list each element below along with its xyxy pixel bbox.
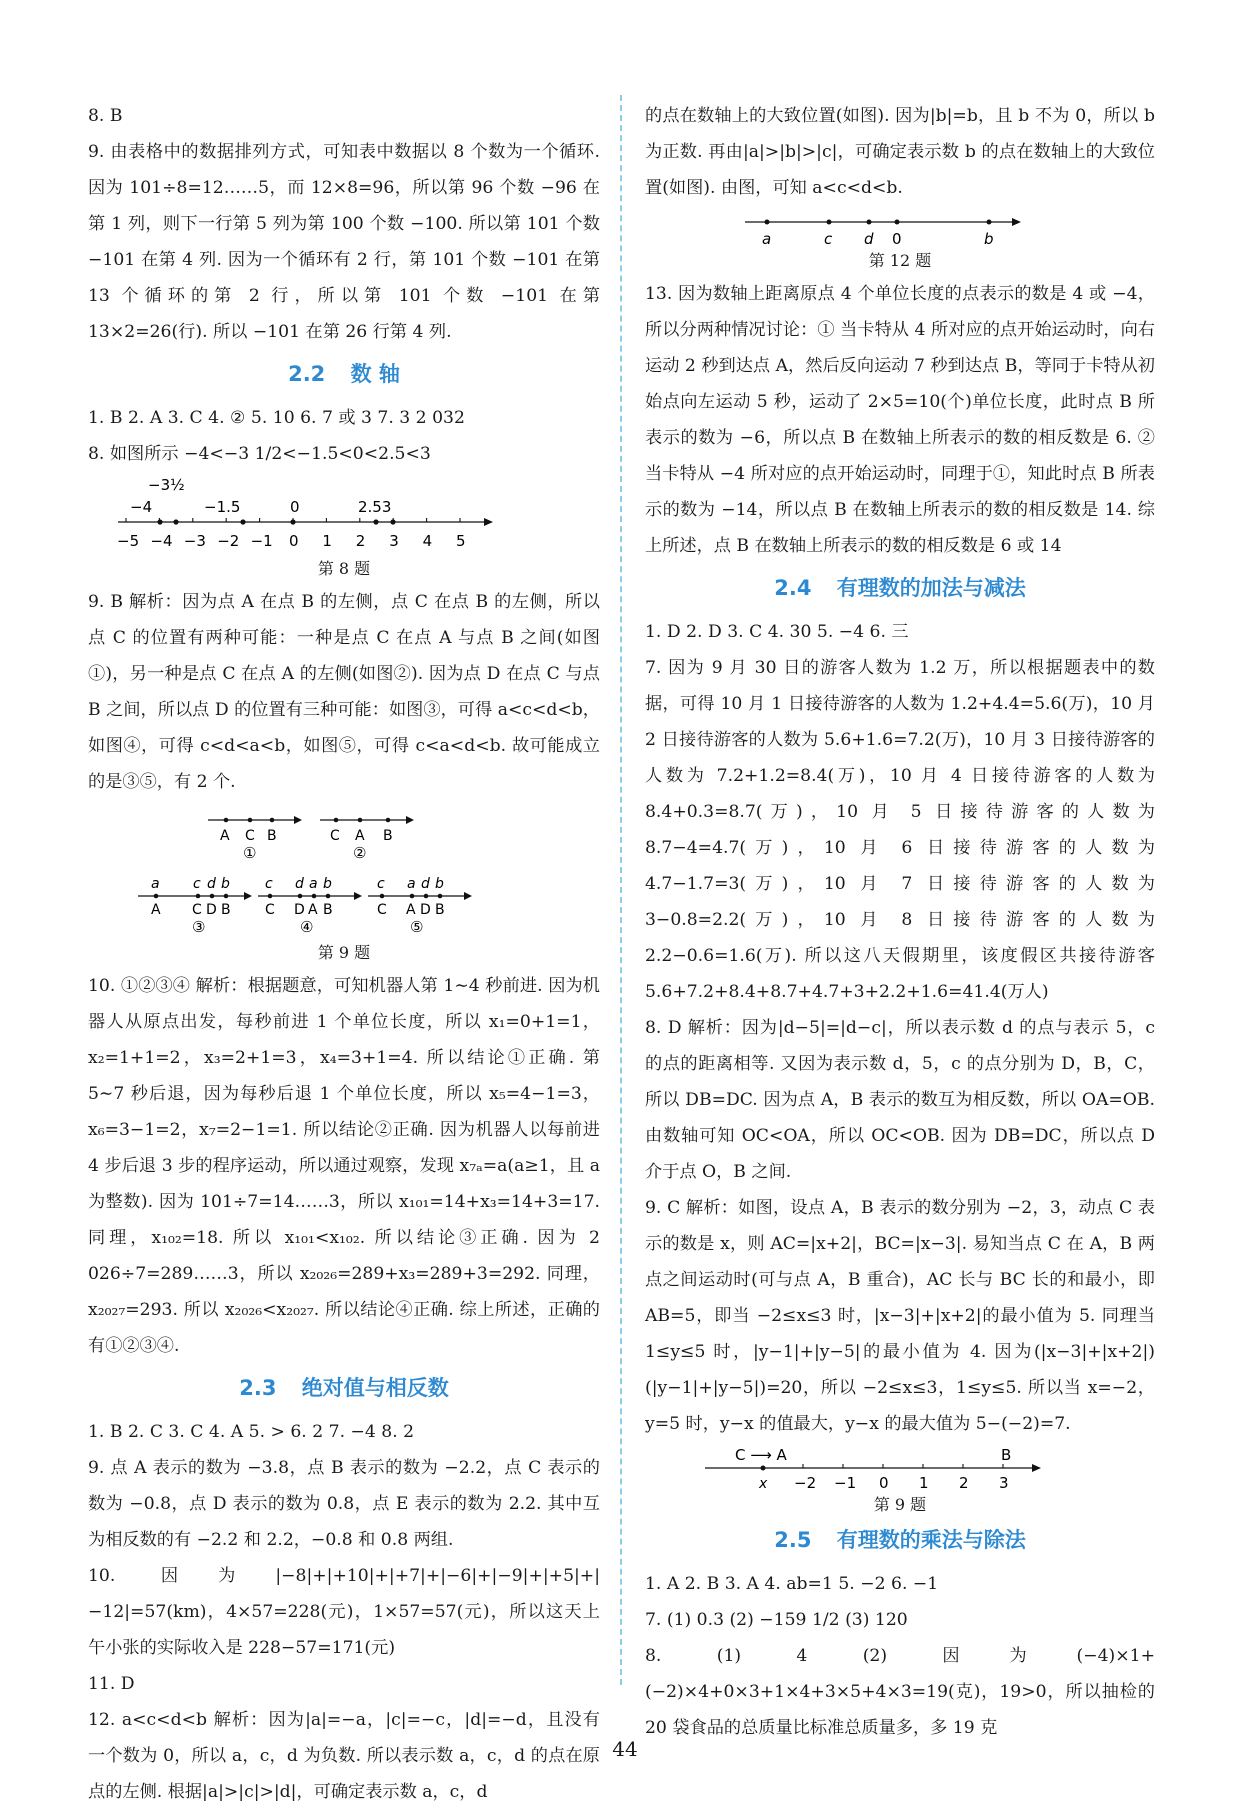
number-line-figure-9-right — [645, 1446, 1155, 1494]
label: D — [420, 902, 431, 918]
section-number: 2.5 — [774, 1528, 812, 1552]
tick-label: 1 — [919, 1474, 929, 1492]
section-heading-2-5 — [645, 1524, 1155, 1556]
number-line-figure-12 — [645, 210, 1155, 250]
right-column — [645, 98, 1155, 1746]
tick-label: −2 — [217, 532, 240, 550]
tick-label: 2 — [959, 1474, 969, 1492]
number-line-figure-8 — [88, 476, 518, 558]
column-divider — [620, 95, 622, 1685]
answer-9: 9. B 解析：因为点 A 在点 B 的左侧，点 C 在点 B 的左侧，所以点 C 的位置有两种可能：一种是点 C 在点 A 与点 B 之间(如图①)，另一种是点 C 在点 A 的左侧(如图②). 因为点 D 在点 C 与点 B 之间，所以点 D 的位置有三种可能：如图③，可得 a<c<d<b，如图④，可得 c<d<a<b，如图⑤，可得 c<a<d<b. 故可能成立的是③⑤，有 2 个. — [88, 592, 600, 792]
point-m4 — [157, 519, 162, 524]
answers-row: 1. A 2. B 3. A 4. ab=1 5. −2 6. −1 — [645, 1574, 939, 1594]
label: d — [295, 876, 304, 892]
tick-label: 3 — [389, 532, 399, 550]
tick-label: 1 — [322, 532, 332, 550]
circled-5: ⑤ — [410, 918, 424, 936]
circled-1: ① — [243, 844, 257, 862]
label-b: B — [1001, 1446, 1012, 1464]
label: C — [330, 828, 340, 844]
label: d — [421, 876, 430, 892]
section-title: 绝对值与相反数 — [301, 1376, 449, 1400]
label: C — [192, 902, 202, 918]
label: b — [221, 876, 230, 892]
label-m1-5: −1.5 — [204, 498, 241, 516]
axis-arrow — [484, 518, 493, 526]
page-number: 44 — [612, 1737, 638, 1761]
tick-label: −5 — [117, 532, 140, 550]
label: a — [151, 876, 160, 892]
label: A — [151, 902, 161, 918]
label-a: a — [762, 230, 772, 248]
tick-label: 4 — [422, 532, 433, 550]
answer-10: 10. ①②③④ 解析：根据题意，可知机器人第 1∼4 秒前进. 因为机器人从原点出发，每秒前进 1 个单位长度，所以 x₁=0+1=1，x₂=1+1=2，x₃=2+1=3，x₄=3+1=4. 所以结论①正确. 第 5∼7 秒后退，因为每秒后退 1 个单位长度，所以 x₅=4−1=3，x₆=3−1=2，x₇=2−1=1. 所以结论②正确. 因为机器人以每前进 4 步后退 3 步的程序运动，所以通过观察，发现 x₇ₐ=a(a≥1，且 a 为整数). 因为 101÷7=14……3，所以 x₁₀₁=14+x₃=14+3=17. 同理，x₁₀₂=18. 所以 x₁₀₁<x₁₀₂. 所以结论③正确. 因为 2 026÷7=289……3，所以 x₂₀₂₆=289+x₃=289+3=292. 同理，x₂₀₂₇=293. 所以 x₂₀₂₆<x₂₀₂₇. 所以结论④正确. 综上所述，正确的有①②③④. — [88, 976, 600, 1356]
number-lines-figure-9 — [88, 804, 600, 942]
section-title: 数 轴 — [350, 362, 400, 386]
label-x: x — [759, 1476, 768, 1492]
label: B — [383, 828, 393, 844]
label: c — [265, 876, 273, 892]
circled-4: ④ — [300, 918, 314, 936]
tick-label: 3 — [999, 1474, 1009, 1492]
tick-label: −1 — [834, 1474, 857, 1492]
section-heading-2-2 — [88, 358, 600, 390]
label: a — [309, 876, 318, 892]
point-3 — [390, 519, 395, 524]
answers-row: 1. B 2. A 3. C 4. ② 5. 10 6. 7 或 3 7. 3 2 032 — [88, 408, 465, 428]
answer-11: 11. D — [88, 1674, 135, 1694]
section-number: 2.2 — [288, 362, 326, 386]
section-number: 2.4 — [774, 576, 812, 600]
label: c — [377, 876, 385, 892]
answer-12-continued: 的点在数轴上的大致位置(如图). 因为|b|=b，且 b 不为 0，所以 b 为正数. 再由|a|>|b|>|c|，可确定表示数 b 的点在数轴上的大致位置(如图). 由图，可知 a<c<d<b. — [645, 106, 1155, 198]
label: a — [407, 876, 416, 892]
label-zero: 0 — [892, 230, 902, 248]
label: C — [265, 902, 275, 918]
point-2-5 — [373, 519, 378, 524]
section-title: 有理数的加法与减法 — [836, 576, 1026, 600]
tick-label: 5 — [456, 532, 466, 550]
label: b — [435, 876, 444, 892]
figure-8 — [88, 476, 600, 580]
section-heading-2-4 — [645, 572, 1155, 604]
section-heading-2-3 — [88, 1372, 600, 1404]
tick-label: 0 — [289, 532, 299, 550]
answer-8: 8. (1) 4 (2) 因为(−4)×1+(−2)×4+0×3+1×4+3×5+4×3=19(克)，19>0，所以抽检的 20 袋食品的总质量比标准总质量多，多 19 克 — [645, 1646, 1155, 1738]
label: B — [323, 902, 333, 918]
answers-row: 1. B 2. C 3. C 4. A 5. > 6. 2 7. −4 8. 2 — [88, 1422, 415, 1442]
answer-7: 7. (1) 0.3 (2) −159 1/2 (3) 120 — [645, 1610, 908, 1630]
label-c: c — [824, 230, 833, 248]
label: b — [323, 876, 332, 892]
label: B — [267, 828, 277, 844]
figure-12 — [645, 210, 1155, 272]
tick-label: −2 — [794, 1474, 817, 1492]
label-b: b — [984, 230, 994, 248]
label: c — [193, 876, 201, 892]
label: A — [220, 828, 230, 844]
tick-label: 2 — [355, 532, 366, 550]
answer-13: 13. 因为数轴上距离原点 4 个单位长度的点表示的数是 4 或 −4，所以分两种情况讨论：① 当卡特从 4 所对应的点开始运动时，向右运动 2 秒到达点 A，然后反向运动 7 秒到达点 B，等同于卡特从初始点向左运动 5 秒，运动了 2×5=10(个)单位长度，此时点 B 所表示的数为 −6，所以点 B 在数轴上所表示的数的相反数是 6. ② 当卡特从 −4 所对应的点开始运动时，同理于①，知此时点 B 所表示的数为 −14，所以点 B 在数轴上所表示的数的相反数是 14. 综上所述，点 B 在数轴上所表示的数的相反数是 6 或 14 — [645, 284, 1155, 556]
section-number: 2.3 — [239, 1376, 277, 1400]
answer-8: 8. B — [88, 106, 123, 126]
section-title: 有理数的乘法与除法 — [836, 1528, 1026, 1552]
tick-label: −3 — [183, 532, 206, 550]
label-m3half: −3½ — [148, 476, 185, 494]
answer-12: 12. a<c<d<b 解析：因为|a|=−a，|c|=−c，|d|=−d，且没有一个数为 0，所以 a，c，d 为负数. 所以表示数 a，c，d 的点在原点的左侧. 根据|a|>|c|>|d|，可确定表示数 a，c，d — [88, 1710, 600, 1802]
label: D — [294, 902, 305, 918]
point-m1-5 — [240, 519, 245, 524]
label: C — [245, 828, 255, 844]
circled-3: ③ — [192, 918, 206, 936]
circled-2: ② — [353, 844, 367, 862]
answer-9: 9. 点 A 表示的数为 −3.8，点 B 表示的数为 −2.2，点 C 表示的数为 −0.8，点 D 表示的数为 0.8，点 E 表示的数为 2.2. 其中互为相反数的有 −2.2 和 2.2，−0.8 和 0.8 两组. — [88, 1458, 600, 1550]
label-2-53: 2.53 — [358, 498, 392, 516]
answer-9: 9. C 解析：如图，设点 A，B 表示的数分别为 −2，3，动点 C 表示的数是 x，则 AC=|x+2|，BC=|x−3|. 易知当点 C 在 A，B 两点之间运动时(可与点 A，B 重合)，AC 长与 BC 长的和最小，即 AB=5，即当 −2≤x≤3 时，|x−3|+|x+2|的最小值为 5. 同理当 1≤y≤5 时，|y−1|+|y−5|的最小值为 4. 因为(|x−3|+|x+2|)(|y−1|+|y−5|)=20，所以 −2≤x≤3，1≤y≤5. 所以当 x=−2，y=5 时，y−x 的值最大，y−x 的最大值为 5−(−2)=7. — [645, 1198, 1155, 1434]
label: B — [435, 902, 445, 918]
label-d: d — [864, 230, 874, 248]
tick-label: −1 — [250, 532, 273, 550]
label: A — [355, 828, 365, 844]
tick-label: −4 — [150, 532, 173, 550]
point-zero — [290, 519, 295, 524]
label-zero: 0 — [290, 498, 300, 516]
label: B — [221, 902, 231, 918]
tick-label: 0 — [879, 1474, 889, 1492]
label-c-to-a: C ⟶ A — [735, 1446, 787, 1464]
answer-7: 7. 因为 9 月 30 日的游客人数为 1.2 万，所以根据题表中的数据，可得 10 月 1 日接待游客的人数为 1.2+4.4=5.6(万)，10 月 2 日接待游客的人数为 5.6+1.6=7.2(万)，10 月 3 日接待游客的人数为 7.2+1.2=8.4(万)，10 月 4 日接待游客的人数为 8.4+0.3=8.7(万)，10 月 5 日接待游客的人数为 8.7−4=4.7(万)，10 月 6 日接待游客的人数为 4.7−1.7=3(万)，10 月 7 日接待游客的人数为 3−0.8=2.2(万)，10 月 8 日接待游客的人数为 2.2−0.6=1.6(万). 所以这八天假期里，该度假区共接待游客 5.6+7.2+8.4+8.7+4.7+3+2.2+1.6=41.4(万人) — [645, 658, 1155, 1002]
figure-9-right — [645, 1446, 1155, 1516]
answers-row: 1. D 2. D 3. C 4. 30 5. −4 6. 三 — [645, 622, 909, 642]
answer-10: 10. 因为|−8|+|+10|+|+7|+|−6|+|−9|+|+5|+|−12|=57(km)，4×57=228(元)，1×57=57(元)，所以这天上午小张的实际收入是 228−57=171(元) — [88, 1566, 600, 1658]
answer-8: 8. D 解析：因为|d−5|=|d−c|，所以表示数 d 的点与表示 5，c 的点的距离相等. 又因为表示数 d，5，c 的点分别为 D，B，C，所以 DB=DC. 因为点 A，B 表示的数互为相反数，所以 OA=OB. 由数轴可知 OC<OA，所以 OC<OB. 因为 DB=DC，所以点 D 介于点 O，B 之间. — [645, 1018, 1155, 1182]
figure-caption: 第 8 题 — [317, 559, 371, 578]
label: d — [207, 876, 216, 892]
answer-8: 8. 如图所示 −4<−3 1/2<−1.5<0<2.5<3 — [88, 444, 431, 464]
label: A — [308, 902, 318, 918]
answer-9: 9. 由表格中的数据排列方式，可知表中数据以 8 个数为一个循环. 因为 101÷8=12……5，而 12×8=96，所以第 96 个数 −96 在第 1 列，则下一行第 5 列为第 100 个数 −100. 所以第 101 个数 −101 在第 4 列. 因为一个循环有 2 行，第 101 个数 −101 在第 13 个循环的第 2 行，所以第 101 个数 −101 在第 13×2=26(行). 所以 −101 在第 26 行第 4 列. — [88, 142, 600, 342]
label-m4: −4 — [130, 498, 153, 516]
label: A — [406, 902, 416, 918]
figure-caption: 第 9 题 — [873, 1495, 927, 1514]
figure-caption: 第 12 题 — [868, 251, 932, 270]
label: C — [377, 902, 387, 918]
figure-9-left — [88, 804, 600, 964]
label: D — [206, 902, 217, 918]
figure-caption: 第 9 题 — [317, 943, 371, 962]
left-column — [88, 98, 600, 1810]
point-m3half — [173, 519, 178, 524]
